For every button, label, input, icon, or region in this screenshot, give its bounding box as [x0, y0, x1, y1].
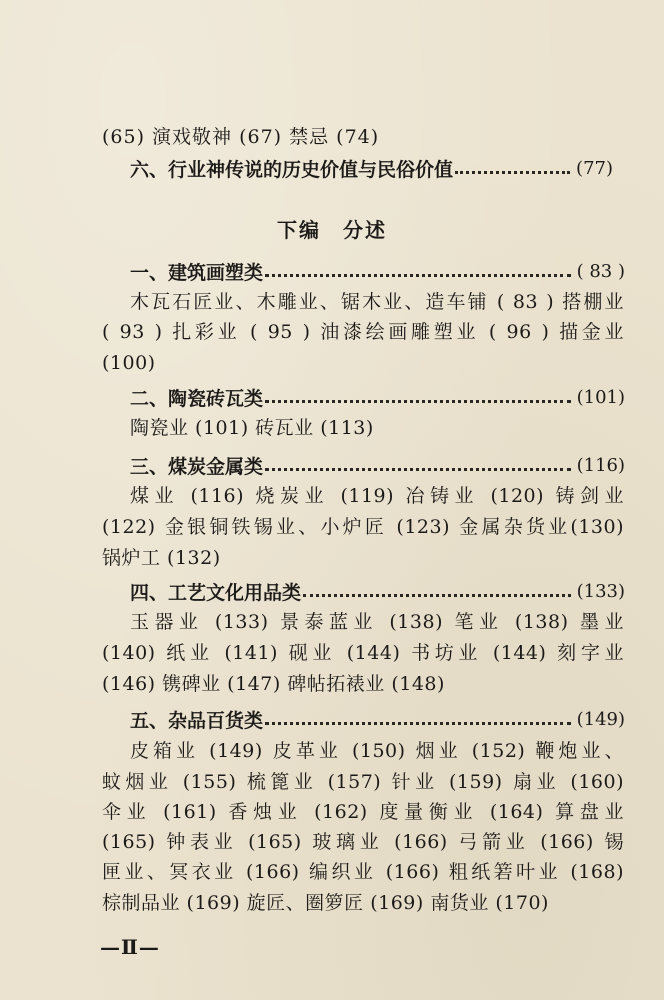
toc-heading-title: 四、工艺文化用品类: [130, 581, 302, 604]
dot-leader: [265, 274, 571, 277]
toc-entry-line: 伞业 (161) 香烛业 (162) 度量衡业 (164) 算盘业: [102, 801, 624, 823]
toc-page-number: (101): [576, 386, 625, 408]
toc-page-number: ( 83 ): [576, 260, 625, 282]
toc-entry-line: 蚊烟业 (155) 梳篦业 (157) 针业 (159) 扇业 (160): [102, 771, 624, 793]
toc-entry-line: (100): [102, 352, 156, 374]
toc-entry-line: 玉器业 (133) 景泰蓝业 (138) 笔业 (138) 墨业: [130, 611, 624, 633]
toc-entry-line: 匣业、冥衣业 (166) 编织业 (166) 粗纸箬叶业 (168): [102, 861, 624, 883]
toc-heading-title: 一、建筑画塑类: [130, 261, 264, 284]
section-title: 下编 分述: [277, 218, 387, 242]
toc-heading-title: 三、煤炭金属类: [130, 455, 264, 478]
toc-entry-line: (146) 镌碑业 (147) 碑帖拓裱业 (148): [102, 673, 445, 695]
toc-entry-line: (122) 金银铜铁锡业、小炉匠 (123) 金属杂货业(130): [102, 516, 624, 538]
toc-entry-line: (165) 钟表业 (165) 玻璃业 (166) 弓箭业 (166) 锡: [102, 831, 624, 853]
toc-heading-section-3: [130, 452, 625, 478]
toc-page-number: (116): [576, 454, 625, 476]
dot-leader: [265, 468, 571, 471]
toc-entry-line: 皮箱业 (149) 皮革业 (150) 烟业 (152) 鞭炮业、: [130, 740, 624, 762]
toc-heading-title: 二、陶瓷砖瓦类: [130, 387, 264, 410]
toc-heading-section-5: [130, 706, 625, 732]
toc-page-number: (133): [576, 580, 625, 602]
toc-heading-section-2: [130, 384, 625, 410]
toc-heading-part6: [130, 155, 613, 181]
toc-entry-line: 陶瓷业 (101) 砖瓦业 (113): [130, 417, 374, 439]
dot-leader: [303, 594, 571, 597]
toc-heading-title: 五、杂品百货类: [130, 709, 264, 732]
toc-entry-line: (140) 纸业 (141) 砚业 (144) 书坊业 (144) 刻字业: [102, 642, 624, 664]
toc-page-number: (149): [576, 708, 625, 730]
toc-heading-section-4: [130, 578, 625, 604]
dot-leader: [265, 722, 571, 725]
toc-entry-line: 煤业 (116) 烧炭业 (119) 冶铸业 (120) 铸剑业: [130, 485, 624, 507]
toc-entry-line: 棕制品业 (169) 旋匠、圈箩匠 (169) 南货业 (170): [102, 892, 549, 914]
dot-leader: [455, 171, 570, 174]
toc-page-number: (77): [576, 157, 613, 179]
toc-heading-title: 六、行业神传说的历史价值与民俗价值: [130, 158, 454, 181]
toc-entry-line: 木瓦石匠业、木雕业、锯木业、造车铺 ( 83 ) 搭棚业: [130, 291, 624, 313]
toc-entry-line: 锅炉工 (132): [102, 547, 221, 569]
toc-entry-line: ( 93 ) 扎彩业 ( 95 ) 油漆绘画雕塑业 ( 96 ) 描金业: [102, 321, 624, 343]
page-folio: —Ⅱ—: [100, 935, 160, 959]
dot-leader: [265, 400, 571, 403]
toc-continuation-line: (65) 演戏敬神 (67) 禁忌 (74): [102, 126, 380, 148]
toc-heading-section-1: [130, 258, 625, 284]
